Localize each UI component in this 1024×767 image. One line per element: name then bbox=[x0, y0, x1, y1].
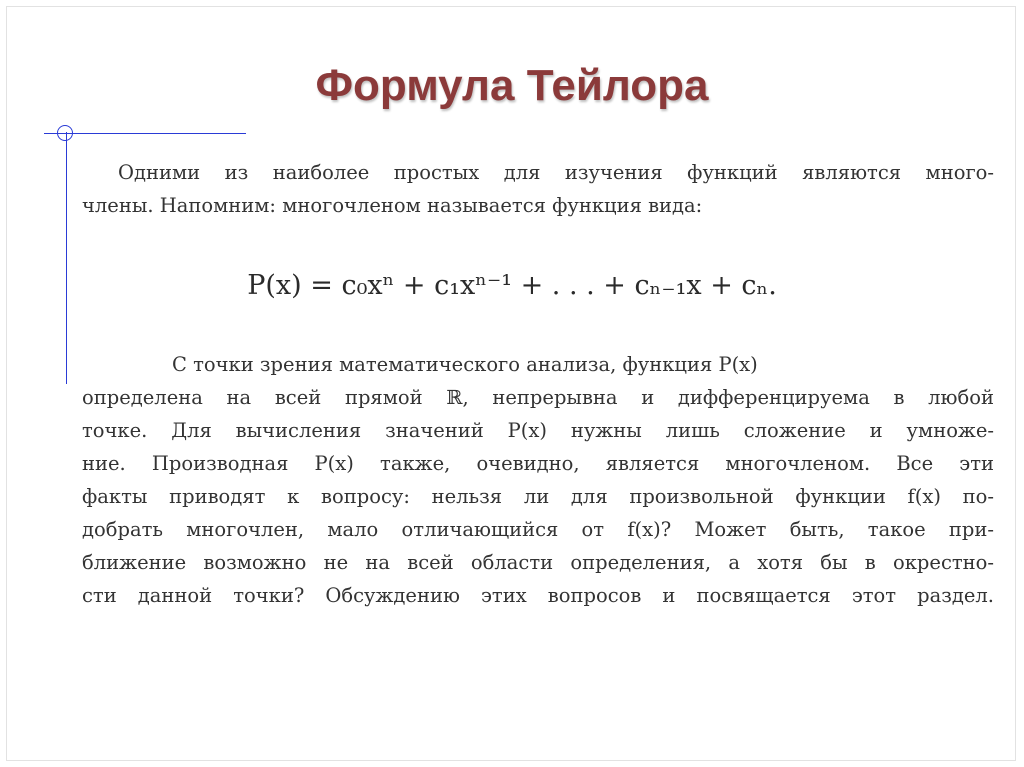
text-line: сти данной точки? Обсуждению этих вопросов и посвящается этот раздел. bbox=[82, 584, 994, 607]
decorative-vertical-line bbox=[66, 132, 67, 384]
intro-paragraph bbox=[82, 156, 994, 222]
analysis-paragraph bbox=[82, 348, 994, 612]
text-line: определена на всей прямой ℝ, непрерывна и дифференцируема в любой bbox=[82, 386, 994, 409]
decorative-horizontal-line bbox=[44, 133, 246, 134]
text-line: Одними из наиболее простых для изучения функций являются много- bbox=[118, 161, 994, 184]
text-line: добрать многочлен, мало отличающийся от f(x)? Может быть, такое при- bbox=[82, 518, 994, 541]
text-line: факты приводят к вопросу: нельзя ли для произвольной функции f(x) по- bbox=[82, 485, 994, 508]
text-line: С точки зрения математического анализа, функция P(x) bbox=[172, 353, 758, 376]
polynomial-formula: P(x) = c₀xⁿ + c₁xⁿ⁻¹ + . . . + cₙ₋₁x + cₙ. bbox=[247, 270, 777, 301]
text-line: члены. Напомним: многочленом называется функция вида: bbox=[82, 194, 703, 217]
text-line: ние. Производная P(x) также, очевидно, является многочленом. Все эти bbox=[82, 452, 994, 475]
text-line: ближение возможно не на всей области определения, а хотя бы в окрестно- bbox=[82, 551, 994, 574]
decorative-circle-icon bbox=[57, 125, 73, 141]
text-line: точке. Для вычисления значений P(x) нужны лишь сложение и умноже- bbox=[82, 419, 994, 442]
slide-title: Формула Тейлора bbox=[315, 61, 709, 110]
